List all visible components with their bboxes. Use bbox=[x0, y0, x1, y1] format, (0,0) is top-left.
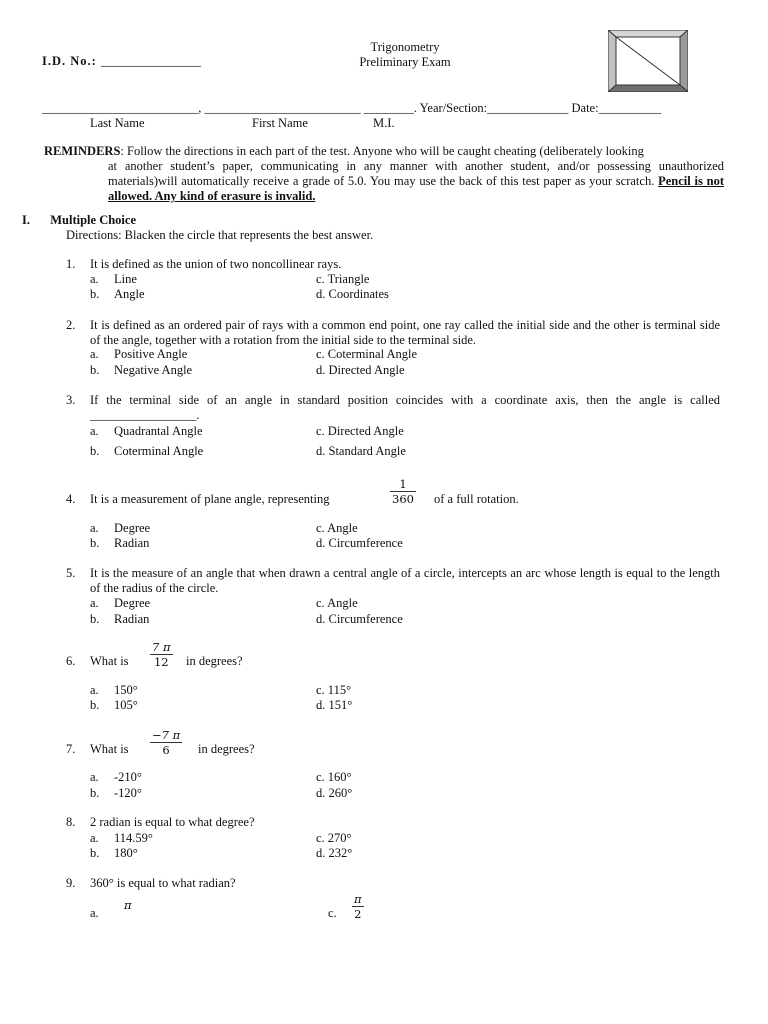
logo-placeholder-icon bbox=[608, 30, 688, 92]
fraction-denominator: 2 bbox=[354, 907, 362, 921]
question-text: It is defined as the union of two noncollinear rays. bbox=[90, 257, 342, 271]
option-a[interactable]: Degree bbox=[114, 596, 151, 610]
option-letter: b. bbox=[90, 287, 100, 301]
option-c[interactable]: c. Angle bbox=[316, 521, 358, 535]
fraction-denominator: 6 bbox=[162, 743, 170, 757]
option-a[interactable]: π bbox=[124, 898, 132, 912]
option-d[interactable]: d. 260° bbox=[316, 786, 353, 800]
question-text-end: in degrees? bbox=[198, 742, 255, 756]
option-d[interactable]: d. Circumference bbox=[316, 612, 403, 626]
option-a[interactable]: 114.59° bbox=[114, 831, 153, 845]
option-letter: b. bbox=[90, 363, 100, 377]
question-text: 360° is equal to what radian? bbox=[90, 876, 236, 890]
option-b[interactable]: 180° bbox=[114, 846, 138, 860]
option-b[interactable]: 105° bbox=[114, 698, 138, 712]
fraction bbox=[150, 728, 182, 757]
exam-header bbox=[300, 40, 510, 70]
reminders-paragraph bbox=[44, 144, 724, 204]
exam-title: Preliminary Exam bbox=[359, 55, 451, 69]
question-text: What is bbox=[90, 654, 129, 668]
option-a[interactable]: Degree bbox=[114, 521, 151, 535]
option-b[interactable]: Radian bbox=[114, 536, 150, 550]
option-b[interactable]: -120° bbox=[114, 786, 142, 800]
option-b[interactable]: Radian bbox=[114, 612, 150, 626]
option-letter: b. bbox=[90, 536, 100, 550]
option-letter: a. bbox=[90, 272, 99, 286]
question-number: 1. bbox=[66, 257, 76, 271]
section-numeral: I. bbox=[22, 213, 30, 227]
question-number: 7. bbox=[66, 742, 76, 756]
section-heading bbox=[22, 213, 136, 228]
question-text: 2 radian is equal to what degree? bbox=[90, 815, 255, 829]
question-number: 8. bbox=[66, 815, 76, 829]
fraction-numerator: 1 bbox=[399, 477, 407, 491]
id-blank: ________________ bbox=[100, 54, 201, 68]
option-a[interactable]: Line bbox=[114, 272, 137, 286]
question-text: If the terminal side of an angle in standard position coincides with a coordinate axis, then the angle is called _________________. bbox=[90, 393, 720, 422]
fraction-numerator: π bbox=[354, 892, 362, 906]
option-a[interactable]: Quadrantal Angle bbox=[114, 424, 203, 438]
subject-title: Trigonometry bbox=[370, 40, 440, 54]
section-title: Multiple Choice bbox=[50, 213, 137, 227]
option-d[interactable]: d. Circumference bbox=[316, 536, 403, 550]
option-d[interactable]: d. 151° bbox=[316, 698, 353, 712]
option-d[interactable]: d. Standard Angle bbox=[316, 444, 406, 458]
reminders-warning: Pencil is not allowed. Any kind of erasure is invalid. bbox=[108, 174, 724, 203]
option-a[interactable]: Positive Angle bbox=[114, 347, 188, 361]
option-letter: b. bbox=[90, 444, 100, 458]
option-letter: a. bbox=[90, 424, 99, 438]
student-info-line: _________________________, _________________________ ________. Year/Section:_____________ Date:__________ bbox=[42, 101, 662, 115]
option-letter: a. bbox=[90, 521, 99, 535]
question-text: It is a measurement of plane angle, representing bbox=[90, 492, 330, 506]
option-c[interactable]: c. Triangle bbox=[316, 272, 370, 286]
id-label: I.D. No.: bbox=[42, 54, 97, 68]
option-c[interactable]: c. 270° bbox=[316, 831, 352, 845]
first-name-caption: First Name bbox=[252, 116, 308, 130]
option-letter: a. bbox=[90, 596, 99, 610]
option-c[interactable]: c. 115° bbox=[316, 683, 352, 697]
option-b[interactable]: Angle bbox=[114, 287, 145, 301]
fraction-denominator: 12 bbox=[153, 655, 169, 669]
section-directions: Directions: Blacken the circle that represents the best answer. bbox=[66, 228, 374, 242]
question-text: It is the measure of an angle that when drawn a central angle of a circle, intercepts an arc whose length is equal to the length of the radius of the circle. bbox=[90, 566, 720, 595]
question-number: 5. bbox=[66, 566, 76, 580]
fraction-denominator: 360 bbox=[392, 492, 414, 506]
reminders-label: REMINDERS bbox=[44, 144, 121, 158]
option-c[interactable]: c. 160° bbox=[316, 770, 352, 784]
fraction-numerator: −7 π bbox=[152, 728, 181, 742]
option-c[interactable]: c. Coterminal Angle bbox=[316, 347, 418, 361]
fraction bbox=[390, 477, 416, 506]
option-letter: c. bbox=[328, 906, 337, 920]
option-letter: b. bbox=[90, 698, 100, 712]
option-letter: a. bbox=[90, 906, 99, 920]
mi-caption: M.I. bbox=[373, 116, 395, 130]
option-c[interactable]: c. Directed Angle bbox=[316, 424, 404, 438]
option-b[interactable]: Negative Angle bbox=[114, 363, 193, 377]
question-number: 3. bbox=[66, 393, 76, 407]
option-letter: a. bbox=[90, 683, 99, 697]
question-number: 2. bbox=[66, 318, 76, 332]
option-d[interactable]: d. Coordinates bbox=[316, 287, 389, 301]
fraction-numerator: 7 π bbox=[152, 640, 171, 654]
option-d[interactable]: d. 232° bbox=[316, 846, 353, 860]
question-text: It is defined as an ordered pair of rays with a common end point, one ray called the initial side and the other is terminal side of the angle, together with a rotation from the initial side to the terminal side. bbox=[90, 318, 720, 347]
question-text: What is bbox=[90, 742, 129, 756]
question-number: 9. bbox=[66, 876, 76, 890]
option-c[interactable] bbox=[352, 892, 364, 921]
option-a[interactable]: -210° bbox=[114, 770, 142, 784]
option-letter: a. bbox=[90, 770, 99, 784]
reminders-line1: : Follow the directions in each part of the test. Anyone who will be caught cheating (deliberately looking bbox=[120, 144, 644, 158]
fraction bbox=[150, 640, 173, 669]
option-b[interactable]: Coterminal Angle bbox=[114, 444, 204, 458]
option-a[interactable]: 150° bbox=[114, 683, 138, 697]
option-letter: b. bbox=[90, 786, 100, 800]
option-d[interactable]: d. Directed Angle bbox=[316, 363, 405, 377]
option-c[interactable]: c. Angle bbox=[316, 596, 358, 610]
id-number-field bbox=[42, 54, 201, 69]
option-letter: a. bbox=[90, 831, 99, 845]
question-text-end: of a full rotation. bbox=[434, 492, 519, 506]
option-letter: b. bbox=[90, 846, 100, 860]
question-text-end: in degrees? bbox=[186, 654, 243, 668]
reminders-text: at another student’s paper, communicating in any manner with another student, and/or possessing unauthorized materials)will automatically receive a grade of 5.0. You may use the back of this test paper as your scratch. bbox=[108, 159, 724, 188]
option-letter: b. bbox=[90, 612, 100, 626]
last-name-caption: Last Name bbox=[90, 116, 145, 130]
option-letter: a. bbox=[90, 347, 99, 361]
question-number: 4. bbox=[66, 492, 76, 506]
question-number: 6. bbox=[66, 654, 76, 668]
